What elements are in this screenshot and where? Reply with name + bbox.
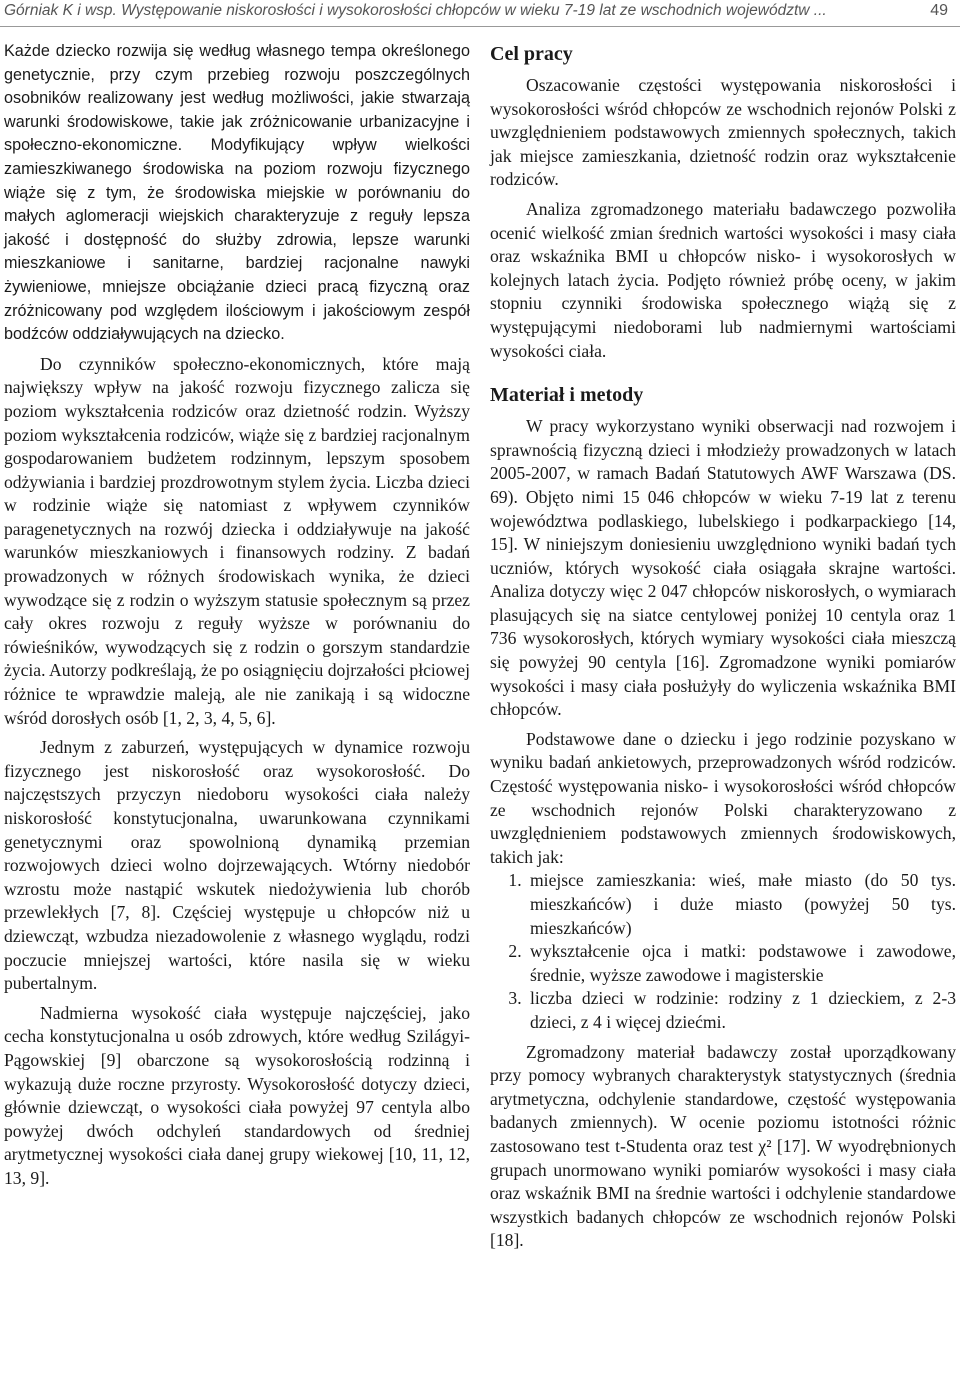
survey-paragraph: Podstawowe dane o dziecku i jego rodzinie pozyskano w wyniku badań ankietowych, przeprowadzonych wśród rodziców. Częstość występowania nisko- i wysokorosłości wśród chłopców ze wschodnich rejonów Polski charakteryzowano z uwzględnieniem podstawowych zmiennych środowiskowych, takich jak: <box>490 728 956 867</box>
list-item: 3. liczba dzieci w rodzinie: rodziny z 1 dzieckiem, z 2-3 dzieci, z 4 i więcej dziećmi. <box>526 987 956 1034</box>
short-stature-paragraph: Jednym z zaburzeń, występujących w dynamice rozwoju fizycznego jest niskorosłość oraz wysokorosłość. Do najczęstszych przyczyn niedoboru wysokości ciała należy niskorosłość konstytucjonalna, uwarunkowana czynnikami genetycznymi oraz spowolnioną dynamiką przemian rozwojowych dzieci wolno dojrzewających. Wtórny niedobór wzrostu może nastąpić wskutek niedożywienia lub chorób przewlekłych [7, 8]. Częściej występuje u chłopców niż u dziewcząt, wzbudza niezadowolenie z własnego wyglądu, rodzi poczucie mniejszej wartości, które nasila się w wieku pubertalnym. <box>4 737 470 994</box>
running-title: Górniak K i wsp. Występowanie niskorosłości i wysokorosłości chłopców w wieku 7-19 lat ze wschodnich województw ... <box>4 2 827 19</box>
tall-stature-paragraph: Nadmierna wysokość ciała występuje najczęściej, jako cecha konstytucjonalna u osób zdrowych, które według Szilágyi-Pągowskiej [9] obarczone są wysokorosłością rodzinną i wykazują duże roczne przyrosty. Wysokorosłość dotyczy dzieci, głównie dziewcząt, o wysokości ciała powyżej 97 centyla albo powyżej dwóch odchyleń standardowych od średniej arytmetycznej wysokości ciała danej grupy wiekowej [10, 11, 12, 13, 9]. <box>4 1002 470 1188</box>
methods-heading: Materiał i metody <box>490 384 644 407</box>
page-number: 49 <box>930 2 948 19</box>
methods-paragraph: W pracy wykorzystano wyniki obserwacji nad rozwojem i sprawnością fizyczną dzieci i młodzieży prowadzonych w latach 2005-2007, w ramach Badań Statutowych AWF Warszawa (DS. 69). Objęto nimi 15 046 chłopców w wieku 7-19 lat z terenu województwa podlaskiego, lubelskiego i podkarpackiego [14, 15]. W niniejszym doniesieniu uwzględniono wyniki badań tych uczniów, których wysokość ciała osiągała skrajne wartości. Analiza dotyczy więc 2 047 chłopców niskorosłych, o wymiarach plasujących się na siatce centylowej poniżej 10 centyla oraz 1 736 wysokorosłych, których wymiary wysokości ciała mieszczą się powyżej 90 centyla [16]. Zgromadzone wyniki pomiarów wysokości i masy ciała posłużyły do wyliczenia wskaźnika BMI chłopców. <box>490 416 956 720</box>
running-header <box>0 0 960 26</box>
list-item: 2. wykształcenie ojca i matki: podstawowe i zawodowe, średnie, wyższe zawodowe i magisterskie <box>526 940 956 987</box>
analysis-paragraph: Analiza zgromadzonego materiału badawczego pozwoliła ocenić wielkość zmian średnich wartości wysokości i masy ciała oraz wskaźnika BMI u chłopców nisko- i wysokorosłych w kolejnych latach życia. Podjęto również próbę oceny, w jakim stopniu czynniki środowiska społecznego wiążą się z występującymi niedoborami lub nadmiernymi wartościami wysokości ciała. <box>490 198 956 361</box>
right-column <box>490 40 956 1253</box>
factors-list <box>490 869 956 1034</box>
left-column <box>4 40 470 1191</box>
aim-heading: Cel pracy <box>490 43 573 65</box>
header-rule <box>0 26 960 27</box>
statistics-paragraph: Zgromadzony materiał badawczy został uporządkowany przy pomocy wybranych charakterystyk statystycznych (średnia arytmetyczna, odchylenie standardowe, częstość występowania badanych zmiennych). W ocenie poziomu istotności różnic zastosowano test t-Studenta oraz test χ² [17]. W wyodrębnionych grupach unormowano wyniki pomiarów wysokości i masy ciała oraz wskaźnik BMI na średnie wartości i odchylenie standardowe wszystkich badanych chłopców ze wschodnich rejonów Polski [18]. <box>490 1041 956 1251</box>
aim-paragraph: Oszacowanie częstości występowania niskorosłości i wysokorosłości wśród chłopców ze wschodnich rejonów Polski z uwzględnieniem podstawowych zmiennych społecznych, takich jak miejsce zamieszkania, dzietność rodzin oraz wykształcenie rodziców. <box>490 75 956 190</box>
intro-paragraph: Każde dziecko rozwija się według własnego tempa określonego genetycznie, przy czym przebieg rozwoju poszczególnych osobników realizowany jest według możliwości, jakie stwarzają warunki środowiskowe, takie jak zróżnicowanie urbanizacyjne i społeczno-ekonomiczne. Modyfikujący wpływ wielkości zamieszkiwanego środowiska na poziom rozwoju fizycznego wiąże się z tym, że środowiska miejskie w porównaniu do małych aglomeracji wiejskich charakteryzuje z reguły lepsza jakość i dostępność do służby zdrowia, lepsze warunki mieszkaniowe i sanitarne, bardziej racjonalne nawyki żywieniowe, mniejsze obciążanie dzieci pracą fizyczną oraz zróżnicowany pod względem ilościowym i jakościowym zespół bodźców oddziaływujących na dziecko. <box>4 42 470 344</box>
list-item: 1. miejsce zamieszkania: wieś, małe miasto (do 50 tys. mieszkańców) i duże miasto (powyżej 50 tys. mieszkańców) <box>526 869 956 940</box>
socioeconomic-paragraph: Do czynników społeczno-ekonomicznych, które mają największy wpływ na jakość rozwoju fizycznego zalicza się poziom wykształcenia rodziców oraz dzietność rodzin. Wyższy poziom wykształcenia rodziców, wiąże się z bardziej racjonalnym gospodarowaniem budżetem rodzinnym, lepszym sposobem odżywiania i bardziej prozdrowotnym stylem życia. Liczba dzieci w rodzinie wiąże się natomiast z wpływem czynników paragenetycznych na rozwój dziecka i oddziaływuje na jakość warunków mieszkaniowych i finansowych rodziny. Z badań prowadzonych w różnych środowiskach wynika, że dzieci wywodzące się z rodzin o wyższym statusie społecznym są przez cały okres rozwoju z reguły wyższe w porównaniu do rówieśników, wywodzących się z rodzin o gorszym standardzie życia. Autorzy podkreślają, że po osiągnięciu dojrzałości płciowej różnice te wprawdzie maleją, ale nie zanikają i są widoczne wśród dorosłych osób [1, 2, 3, 4, 5, 6]. <box>4 353 470 728</box>
